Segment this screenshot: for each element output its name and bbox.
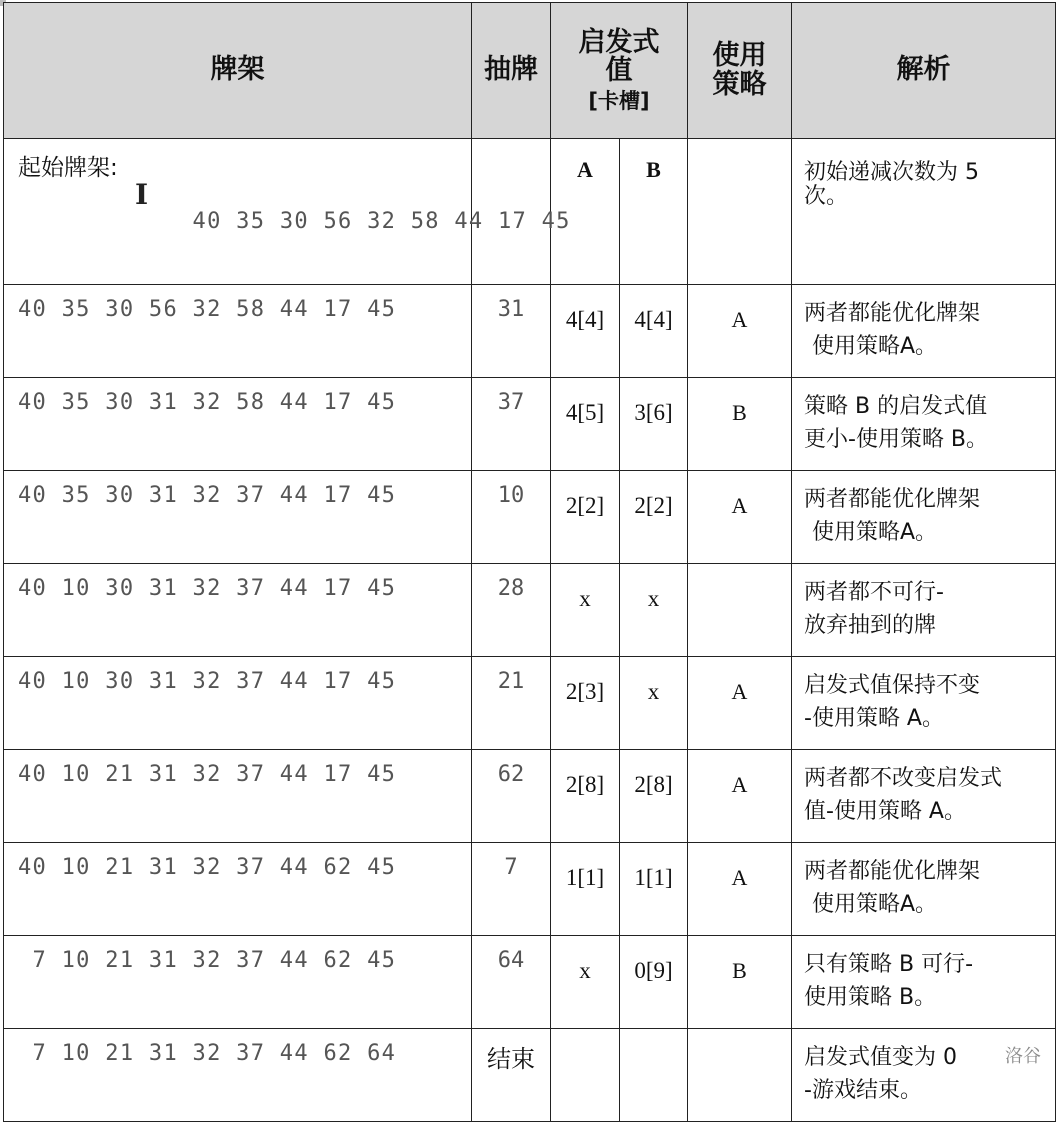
heuristic-b-cell: 1[1]: [620, 843, 688, 936]
use-strategy-cell: A: [688, 471, 792, 564]
rack-cell: 40 10 21 31 32 37 44 62 45: [4, 843, 472, 936]
heuristic-a-cell: 2[2]: [551, 471, 620, 564]
use-strategy-cell: A: [688, 843, 792, 936]
table-row: [4, 936, 1056, 1029]
draw-cell: 7: [472, 843, 551, 936]
table-row: [4, 378, 1056, 471]
table-row: [4, 285, 1056, 378]
heuristic-a-cell: 4[4]: [551, 285, 620, 378]
rack-cell: 40 35 30 56 32 58 44 17 45: [4, 285, 472, 378]
watermark: 洛谷: [1005, 1046, 1041, 1067]
heuristic-b-cell: 2[2]: [620, 471, 688, 564]
heuristic-b-cell: 2[8]: [620, 750, 688, 843]
table-row-final: [4, 1029, 1056, 1122]
draw-cell: 37: [472, 378, 551, 471]
use-strategy-cell: [688, 564, 792, 657]
header-draw: 抽牌: [472, 3, 551, 139]
rack-cell: 40 10 21 31 32 37 44 17 45: [4, 750, 472, 843]
use-strategy-cell: [688, 1029, 792, 1122]
table-row: [4, 471, 1056, 564]
table-row-initial: [4, 139, 1056, 285]
draw-cell: 62: [472, 750, 551, 843]
draw-cell: 10: [472, 471, 551, 564]
heuristic-a-cell: 4[5]: [551, 378, 620, 471]
table-row: [4, 657, 1056, 750]
use-cell: [688, 139, 792, 285]
analysis-cell: 策略 B 的启发式值 更小-使用策略 B。: [792, 378, 1056, 471]
draw-cell: 28: [472, 564, 551, 657]
header-rack: 牌架: [4, 3, 472, 139]
text-cursor-icon: I: [135, 178, 150, 211]
heuristic-b-cell: x: [620, 564, 688, 657]
use-strategy-cell: A: [688, 750, 792, 843]
table-row: [4, 750, 1056, 843]
analysis-cell: 两者都不改变启发式 值-使用策略 A。: [792, 750, 1056, 843]
analysis-cell: 初始递减次数为 5 次。: [792, 139, 1056, 285]
use-strategy-cell: A: [688, 657, 792, 750]
analysis-cell: 只有策略 B 可行- 使用策略 B。: [792, 936, 1056, 1029]
analysis-cell: 两者都能优化牌架 使用策略A。: [792, 285, 1056, 378]
analysis-cell: 两者都不可行- 放弃抽到的牌: [792, 564, 1056, 657]
header-row: [4, 3, 1056, 139]
heuristic-b-cell: [620, 1029, 688, 1122]
use-strategy-cell: B: [688, 936, 792, 1029]
rack-cell: 7 10 21 31 32 37 44 62 45: [4, 936, 472, 1029]
analysis-cell: 启发式值保持不变 -使用策略 A。: [792, 657, 1056, 750]
draw-cell: 64: [472, 936, 551, 1029]
strategy-table: [3, 2, 1056, 1122]
rack-cell: 7 10 21 31 32 37 44 62 64: [4, 1029, 472, 1122]
header-heuristic-label: 启发式 值: [578, 27, 660, 87]
rack-cell: 40 10 30 31 32 37 44 17 45: [4, 564, 472, 657]
heuristic-b-cell: 4[4]: [620, 285, 688, 378]
table-row: [4, 564, 1056, 657]
draw-cell: 结束: [472, 1029, 551, 1122]
header-heuristic: [551, 3, 688, 139]
heuristic-a-cell: 2[3]: [551, 657, 620, 750]
analysis-cell: 启发式值变为 0 -游戏结束。: [792, 1029, 1056, 1122]
initial-rack-values: 40 35 30 56 32 58 44 17 45 I: [135, 178, 571, 234]
initial-rack-title: 起始牌架:: [18, 155, 118, 181]
heuristic-a-cell: 2[8]: [551, 750, 620, 843]
heuristic-a-cell: x: [551, 564, 620, 657]
draw-cell: 21: [472, 657, 551, 750]
analysis-cell: 两者都能优化牌架 使用策略A。: [792, 471, 1056, 564]
rack-cell: 40 10 30 31 32 37 44 17 45: [4, 657, 472, 750]
rack-cell: [4, 139, 571, 285]
use-strategy-cell: A: [688, 285, 792, 378]
strategy-a-header-cell: A: [551, 139, 620, 285]
heuristic-a-cell: x: [551, 936, 620, 1029]
heuristic-a-cell: 1[1]: [551, 843, 620, 936]
use-strategy-cell: B: [688, 378, 792, 471]
analysis-cell: 两者都能优化牌架 使用策略A。: [792, 843, 1056, 936]
header-slot-label: [卡槽]: [588, 88, 650, 113]
heuristic-b-cell: x: [620, 657, 688, 750]
table-row: [4, 843, 1056, 936]
draw-cell: 31: [472, 285, 551, 378]
header-analysis: 解析: [792, 3, 1056, 139]
heuristic-a-cell: [551, 1029, 620, 1122]
heuristic-b-cell: 3[6]: [620, 378, 688, 471]
rack-cell: 40 35 30 31 32 58 44 17 45: [4, 378, 472, 471]
heuristic-b-cell: 0[9]: [620, 936, 688, 1029]
header-strategy: 使用 策略: [688, 3, 792, 139]
strategy-b-header-cell: B: [620, 139, 688, 285]
rack-cell: 40 35 30 31 32 37 44 17 45: [4, 471, 472, 564]
